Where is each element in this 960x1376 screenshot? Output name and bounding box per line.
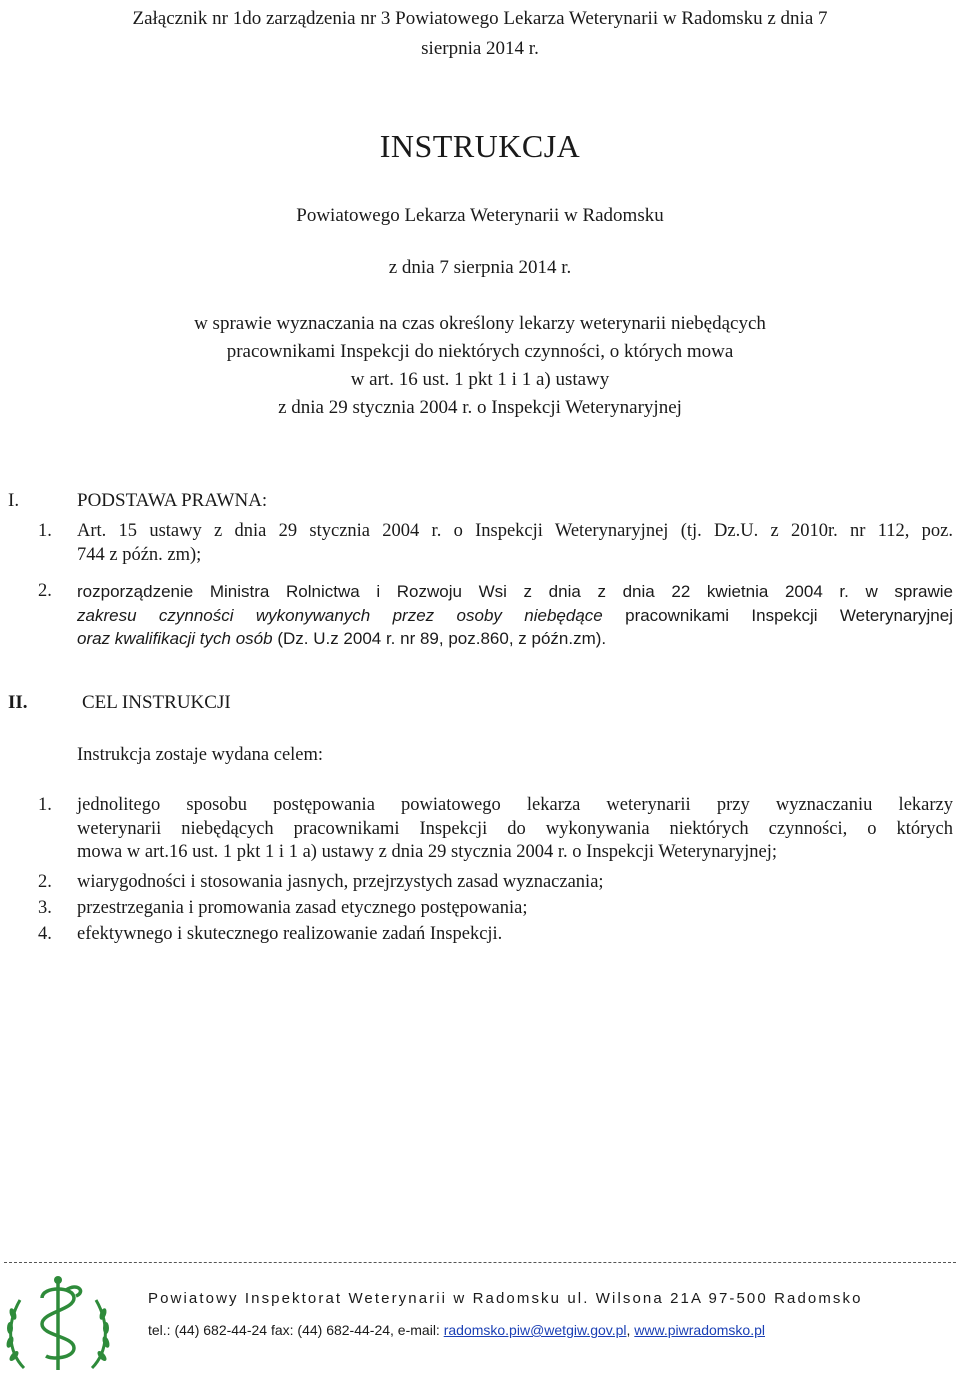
legal-basis-item-1 <box>77 520 953 567</box>
section-2-intro: Instrukcja zostaje wydana celem: <box>77 745 324 765</box>
attachment-note <box>0 4 960 64</box>
legal-basis-item-2-number: 2. <box>38 581 52 601</box>
contact-separator: , <box>626 1322 635 1338</box>
subject-line-2: pracownikami Inspekcji do niektórych czynności, o których mowa <box>226 341 734 362</box>
footer-address: Powiatowy Inspektorat Weterynarii w Radomsku ul. Wilsona 21A 97-500 Radomsko <box>148 1290 863 1307</box>
subject-line-4: z dnia 29 stycznia 2004 r. o Inspekcji Weterynaryjnej <box>278 397 682 418</box>
footer-divider <box>4 1262 956 1263</box>
date-line: z dnia 7 sierpnia 2014 r. <box>388 257 572 278</box>
regulation-title-part-2: pracownikami Inspekcji Weterynaryjnej <box>625 605 953 625</box>
purpose-item-1-line-3: mowa w art.16 ust. 1 pkt 1 i 1 a) ustawy z dnia 29 stycznia 2004 r. o Inspekcji Weterynaryjnej; <box>77 842 777 862</box>
section-2-heading: CEL INSTRUKCJI <box>82 692 231 713</box>
purpose-item-1 <box>77 794 953 865</box>
legal-basis-item-2 <box>77 580 953 651</box>
purpose-item-4: efektywnego i skutecznego realizowanie zadań Inspekcji. <box>77 924 503 944</box>
legal-basis-item-2-line-3 <box>77 627 953 651</box>
legal-basis-item-2-line-2 <box>77 604 953 628</box>
purpose-item-2-number: 2. <box>38 872 52 892</box>
purpose-item-1-number: 1. <box>38 795 52 815</box>
document-title: INSTRUKCJA <box>379 128 581 164</box>
purpose-item-3-number: 3. <box>38 898 52 918</box>
caduceus-laurel-logo-icon <box>2 1272 114 1376</box>
website-link[interactable]: www.piwradomsko.pl <box>634 1322 766 1338</box>
subject-block <box>0 310 960 422</box>
legal-basis-item-1-number: 1. <box>38 521 52 541</box>
legal-basis-item-2-line-1: rozporządzenie Ministra Rolnictwa i Rozwoju Wsi z dnia z dnia 22 kwietnia 2004 r. w sprawie <box>77 582 953 601</box>
purpose-item-4-number: 4. <box>38 924 52 944</box>
legal-basis-item-1-line-1: Art. 15 ustawy z dnia 29 stycznia 2004 r. o Inspekcji Weterynaryjnej (tj. Dz.U. z 2010r. nr 112, poz. <box>77 521 953 541</box>
legal-basis-item-1-line-2: 744 z późn. zm); <box>77 544 202 565</box>
contact-phone-fax: tel.: (44) 682-44-24 fax: (44) 682-44-24, e-mail: <box>148 1322 444 1338</box>
issuer-line: Powiatowego Lekarza Weterynarii w Radomsku <box>296 205 664 226</box>
section-2-number: II. <box>8 692 28 713</box>
email-link[interactable]: radomsko.piw@wetgiw.gov.pl <box>443 1322 627 1338</box>
subject-line-3: w art. 16 ust. 1 pkt 1 i 1 a) ustawy <box>350 369 610 390</box>
section-1-number: I. <box>8 490 20 511</box>
purpose-item-1-line-2: weterynarii niebędących pracownikami Inspekcji do wykonywania niektórych czynności, o których <box>77 818 953 839</box>
section-1-heading: PODSTAWA PRAWNA: <box>77 490 268 511</box>
footer-contact <box>148 1322 765 1338</box>
attachment-line-1: Załącznik nr 1do zarządzenia nr 3 Powiatowego Lekarza Weterynarii w Radomsku z dnia 7 <box>132 8 828 29</box>
purpose-item-2: wiarygodności i stosowania jasnych, przejrzystych zasad wyznaczania; <box>77 872 604 892</box>
purpose-item-3: przestrzegania i promowania zasad etycznego postępowania; <box>77 898 528 918</box>
subject-line-1: w sprawie wyznaczania na czas określony lekarzy weterynarii niebędących <box>194 313 766 334</box>
purpose-item-1-line-1: jednolitego sposobu postępowania powiatowego lekarza weterynarii przy wyznaczaniu lekarzy <box>77 795 953 815</box>
regulation-citation: (Dz. U.z 2004 r. nr 89, poz.860, z późn.zm). <box>277 629 607 648</box>
regulation-title-part-1: zakresu czynności wykonywanych przez osoby niebędące <box>77 605 603 625</box>
attachment-line-2: sierpnia 2014 r. <box>421 38 539 59</box>
regulation-title-part-3: oraz kwalifikacji tych osób <box>77 629 273 648</box>
